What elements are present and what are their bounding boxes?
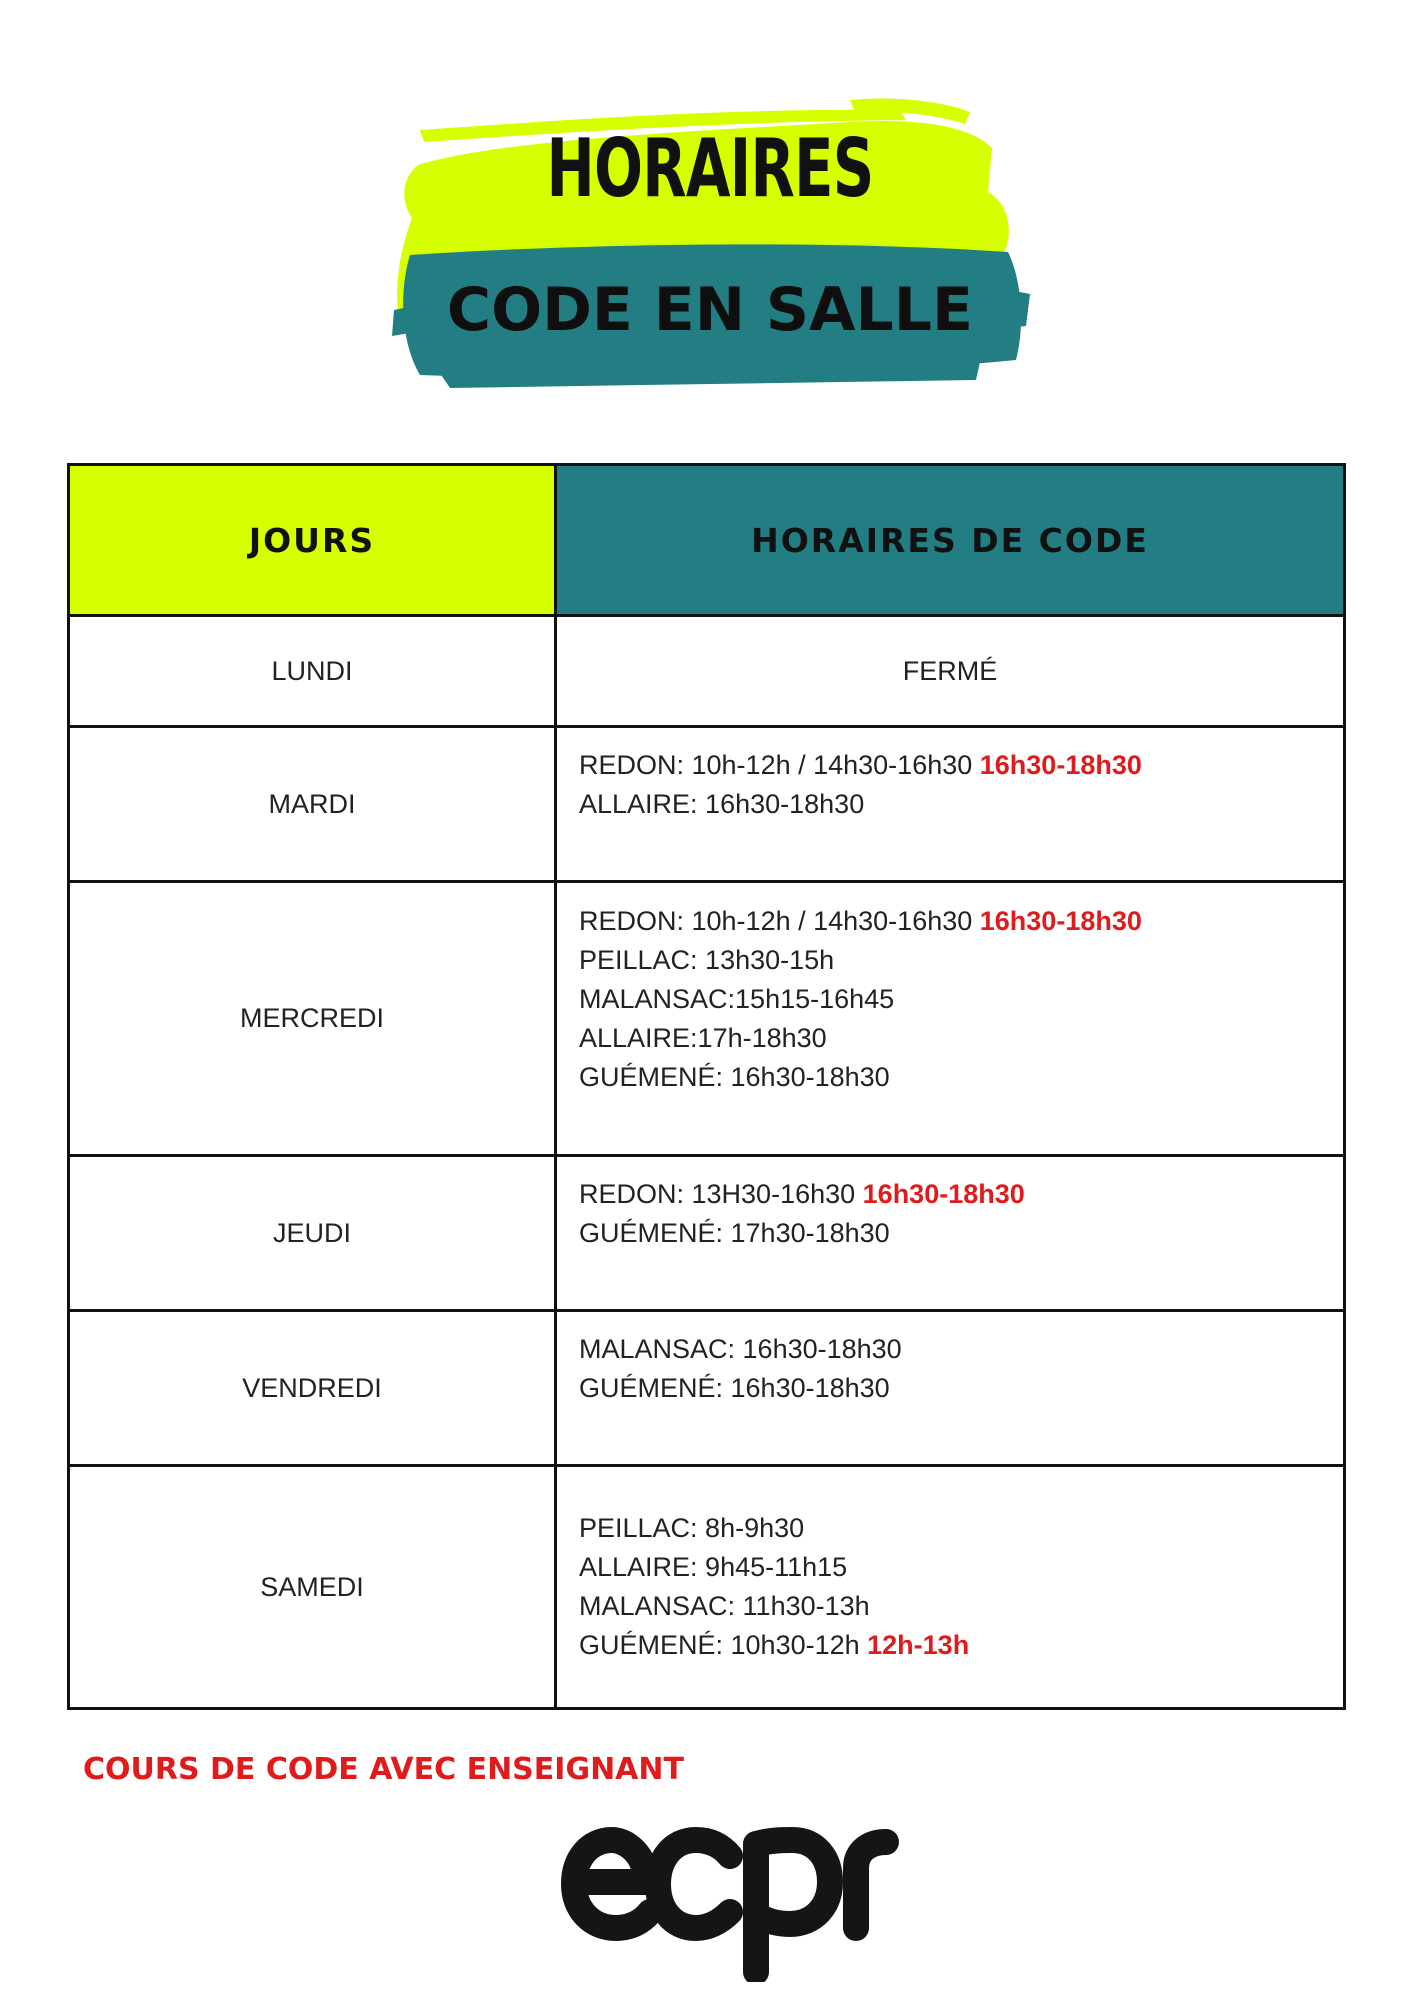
page-header [380, 70, 1040, 410]
slot-text: PEILLAC: 13h30-15h [579, 944, 835, 975]
ecpr-logo-icon [560, 1812, 900, 1982]
day-cell: JEUDI [69, 1156, 556, 1311]
slot-line [579, 1626, 1343, 1665]
slot-spacer [579, 1253, 1343, 1292]
slot-spacer [579, 1408, 1343, 1447]
slot-line [579, 1509, 1343, 1548]
slot-line [579, 1587, 1343, 1626]
slot-line [579, 902, 1343, 941]
footer-note: COURS DE CODE AVEC ENSEIGNANT [83, 1752, 684, 1787]
day-cell: SAMEDI [69, 1466, 556, 1709]
slot-line [579, 1330, 1343, 1369]
brush-stroke-graphic [380, 70, 1040, 410]
day-cell: MARDI [69, 727, 556, 882]
table-row [69, 1156, 1345, 1311]
slot-text: MALANSAC: 11h30-13h [579, 1591, 870, 1621]
slot-line [579, 1058, 1343, 1097]
slot-line [579, 1019, 1343, 1058]
schedule-table [67, 463, 1346, 1710]
header-hours [556, 465, 1345, 616]
slot-text: ALLAIRE: 16h30-18h30 [579, 788, 865, 819]
slot-spacer [579, 824, 1343, 863]
day-cell: VENDREDI [69, 1311, 556, 1466]
table-row [69, 1466, 1345, 1709]
header-days-label: JOURS [248, 520, 376, 560]
slot-text: GUÉMENÉ: 16h30-18h30 [579, 1372, 890, 1403]
slot-line [579, 1214, 1343, 1253]
slot-highlight: 16h30-18h30 [979, 749, 1142, 780]
slot-text: ALLAIRE:17h-18h30 [579, 1022, 827, 1053]
slot-line [557, 652, 1343, 691]
slot-text: GUÉMENÉ: 10h30-12h [579, 1630, 868, 1660]
slot-highlight: 16h30-18h30 [862, 1178, 1025, 1209]
table-header-row [69, 465, 1345, 616]
slot-text: GUÉMENÉ: 16h30-18h30 [579, 1061, 890, 1092]
page-title: HORAIRES [546, 122, 874, 215]
slot-line [579, 1369, 1343, 1408]
slots-cell [556, 1311, 1345, 1466]
day-cell: MERCREDI [69, 882, 556, 1156]
header-days [69, 465, 556, 616]
table-row [69, 882, 1345, 1156]
slots-cell [556, 1156, 1345, 1311]
slot-line [579, 980, 1343, 1019]
slot-highlight: 12h-13h [867, 1630, 970, 1660]
slot-text: REDON: 13H30-16h30 [579, 1178, 863, 1209]
table-row [69, 1311, 1345, 1466]
table-row [69, 616, 1345, 727]
slot-text: GUÉMENÉ: 17h30-18h30 [579, 1217, 890, 1248]
slot-highlight: 16h30-18h30 [979, 905, 1142, 936]
slot-line [579, 746, 1343, 785]
slots-cell [556, 727, 1345, 882]
slot-line [579, 1548, 1343, 1587]
slots-cell [556, 616, 1345, 727]
slot-text: FERMÉ [902, 655, 998, 686]
slot-line [579, 1175, 1343, 1214]
slot-text: REDON: 10h-12h / 14h30-16h30 [579, 905, 980, 936]
day-cell: LUNDI [69, 616, 556, 727]
header-hours-label: HORAIRES DE CODE [751, 520, 1149, 560]
slot-line [579, 785, 1343, 824]
slot-line [579, 941, 1343, 980]
slot-text: MALANSAC:15h15-16h45 [579, 983, 895, 1014]
page-subtitle: CODE EN SALLE [447, 275, 973, 345]
slots-cell [556, 1466, 1345, 1709]
slot-text: MALANSAC: 16h30-18h30 [579, 1333, 902, 1364]
slot-spacer [579, 1097, 1343, 1136]
slot-text: REDON: 10h-12h / 14h30-16h30 [579, 749, 980, 780]
slots-cell [556, 882, 1345, 1156]
slot-text: ALLAIRE: 9h45-11h15 [579, 1552, 848, 1582]
table-row [69, 727, 1345, 882]
slot-text: PEILLAC: 8h-9h30 [579, 1513, 805, 1543]
